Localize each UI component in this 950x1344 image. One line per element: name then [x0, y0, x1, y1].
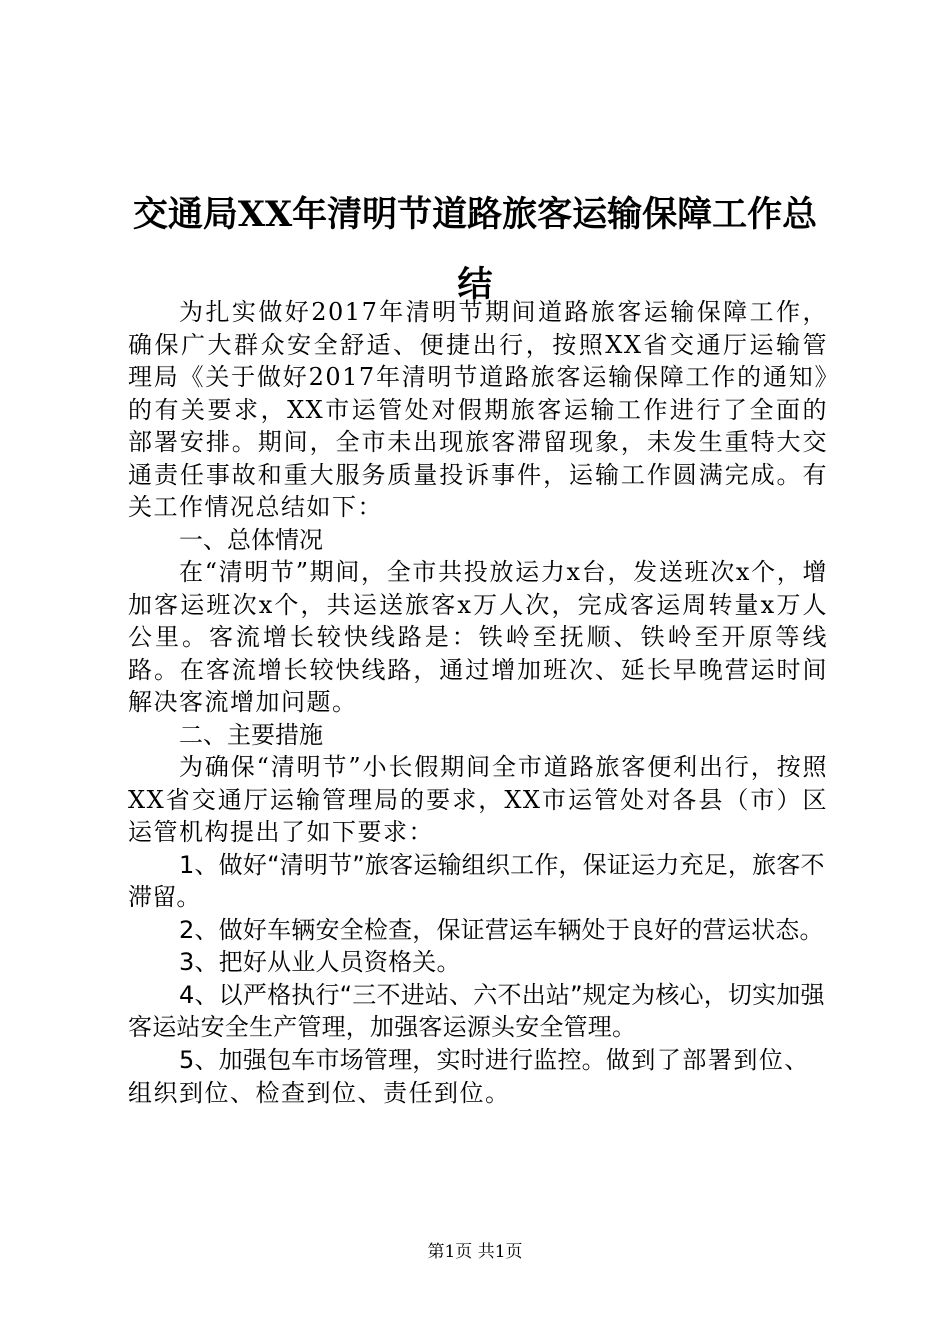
measure-item-5 [128, 1044, 828, 1111]
section-heading-overview: 一、总体情况 [179, 525, 323, 554]
measure-item-4: 4、以严格执行“三不进站、六不出站”规定为核心，切实加强客运站安全生产管理，加强客运源头安全管理。 [128, 980, 825, 1041]
measure-item-5-main: 5、加强包车市场管理，实时进行监控。 [179, 1045, 606, 1074]
title-line-2: 结 [457, 264, 493, 305]
measure-item-3: 3、把好从业人员资格关。 [179, 948, 461, 976]
measure-item-5-tail: 做到了部署到位、组织到位、检查到位、责任到位。 [128, 1045, 810, 1107]
document-body [128, 296, 828, 1111]
overview-paragraph: 在“清明节”期间，全市共投放运力x台，发送班次x个，增加客运班次x个，共运送旅客x万人次，完成客运周转量x万人公里。客流增长较快线路是：铁岭至抚顺、铁岭至开原等线路。在客流增长较快线路，通过增加班次、延长早晚营运时间解决客流增加问题。 [128, 558, 828, 716]
measures-paragraph: 为确保“清明节”小长假期间全市道路旅客便利出行，按照XX省交通厅运输管理局的要求，XX市运管处对各县（市）区运管机构提出了如下要求： [128, 753, 828, 846]
intro-paragraph: 为扎实做好2017年清明节期间道路旅客运输保障工作，确保广大群众安全舒适、便捷出行，按照XX省交通厅运输管理局《关于做好2017年清明节道路旅客运输保障工作的通知》的有关要求，XX市运管处对假期旅客运输工作进行了全面的部署安排。期间，全市未出现旅客滞留现象，未发生重特大交通责任事故和重大服务质量投诉事件，运输工作圆满完成。有关工作情况总结如下： [128, 298, 828, 521]
section-heading-measures: 二、主要措施 [179, 720, 323, 749]
title-line-1: 交通局XX年清明节道路旅客运输保障工作总 [132, 194, 818, 235]
page-number-footer: 第1页 共1页 [427, 1242, 523, 1262]
measure-item-1: 1、做好“清明节”旅客运输组织工作，保证运力充足，旅客不滞留。 [128, 850, 825, 911]
measure-item-2: 2、做好车辆安全检查，保证营运车辆处于良好的营运状态。 [179, 915, 824, 944]
